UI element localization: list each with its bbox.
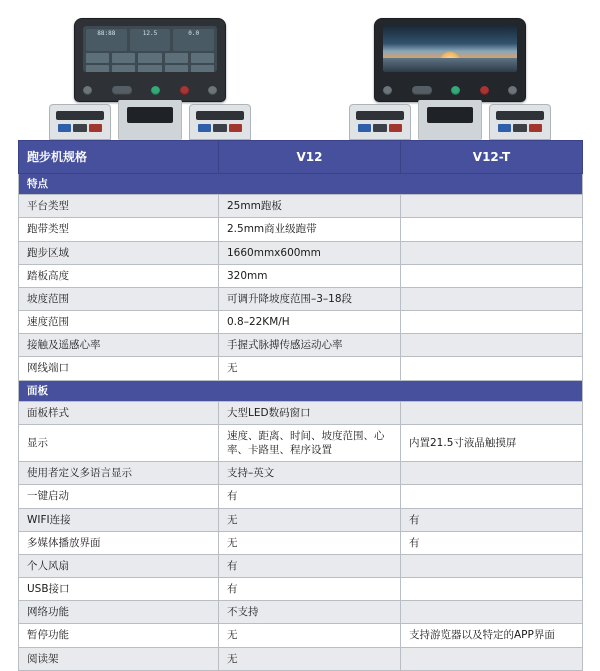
product-image-v12 [35, 0, 265, 140]
table-row [19, 601, 583, 624]
speaker-grill-icon [127, 107, 173, 123]
row-label: 网线端口 [19, 357, 219, 380]
control-pad-icon[interactable] [112, 86, 132, 95]
console-controls-v12t [383, 86, 517, 95]
table-row [19, 424, 583, 461]
key-icon[interactable] [373, 124, 386, 132]
table-row [19, 462, 583, 485]
incline-key-icon[interactable] [498, 124, 511, 132]
stop-key-icon[interactable] [229, 124, 242, 132]
row-value-v12t [401, 601, 583, 624]
control-knob-icon[interactable] [83, 86, 92, 95]
row-value-v12t [401, 485, 583, 508]
table-row [19, 485, 583, 508]
table-row [19, 287, 583, 310]
console-v12 [74, 18, 226, 102]
row-value-v12t [401, 218, 583, 241]
row-value-v12: 320mm [219, 264, 401, 287]
key-icon[interactable] [513, 124, 526, 132]
right-handlebar [489, 104, 551, 140]
row-value-v12t [401, 357, 583, 380]
start-button-icon[interactable] [451, 86, 460, 95]
table-row [19, 334, 583, 357]
row-value-v12: 0.8–22KM/H [219, 311, 401, 334]
stop-key-icon[interactable] [529, 124, 542, 132]
spec-table [18, 140, 583, 671]
row-label: 平台类型 [19, 195, 219, 218]
row-label: 使用者定义多语言显示 [19, 462, 219, 485]
row-value-v12t [401, 195, 583, 218]
power-icon[interactable] [383, 86, 392, 95]
row-value-v12: 无 [219, 647, 401, 670]
row-label: 跑带类型 [19, 218, 219, 241]
heart-rate-grip-icon [356, 111, 404, 120]
console-controls-v12 [83, 86, 217, 95]
table-row [19, 578, 583, 601]
row-value-v12t [401, 311, 583, 334]
left-handlebar [349, 104, 411, 140]
row-label: 个人风扇 [19, 554, 219, 577]
row-value-v12t [401, 578, 583, 601]
row-value-v12t [401, 241, 583, 264]
row-label: 接触及遥感心率 [19, 334, 219, 357]
row-value-v12t [401, 462, 583, 485]
row-value-v12: 有 [219, 578, 401, 601]
row-value-v12: 不支持 [219, 601, 401, 624]
speed-key-icon[interactable] [58, 124, 71, 132]
row-value-v12: 1660mmx600mm [219, 241, 401, 264]
header-spec-label: 跑步机规格 [19, 141, 219, 174]
heart-rate-grip-icon [56, 111, 104, 120]
table-row [19, 357, 583, 380]
spec-table-wrapper [0, 140, 600, 671]
row-label: 一键启动 [19, 485, 219, 508]
row-value-v12t [401, 264, 583, 287]
product-image-v12t [335, 0, 565, 140]
row-value-v12t: 支持游览器以及特定的APP界面 [401, 624, 583, 647]
product-photo-band [0, 0, 600, 140]
row-value-v12: 有 [219, 554, 401, 577]
row-value-v12: 大型LED数码窗口 [219, 401, 401, 424]
row-value-v12: 有 [219, 485, 401, 508]
key-icon[interactable] [73, 124, 86, 132]
table-row [19, 624, 583, 647]
table-row [19, 195, 583, 218]
row-value-v12: 无 [219, 531, 401, 554]
lcd-touch-display [383, 26, 517, 72]
speed-key-icon[interactable] [358, 124, 371, 132]
led-display: 88:88 12.5 0.0 [83, 26, 217, 72]
row-label: 多媒体播放界面 [19, 531, 219, 554]
stop-button-icon[interactable] [480, 86, 489, 95]
row-label: 暂停功能 [19, 624, 219, 647]
table-header-row [19, 141, 583, 174]
console-neck [118, 100, 182, 140]
header-v12: V12 [219, 141, 401, 174]
table-row [19, 554, 583, 577]
right-handlebar [189, 104, 251, 140]
table-body [19, 174, 583, 671]
row-label: WIFI连接 [19, 508, 219, 531]
row-value-v12t [401, 287, 583, 310]
table-row [19, 508, 583, 531]
row-value-v12t: 有 [401, 531, 583, 554]
section-header-panel [19, 380, 583, 401]
row-value-v12t: 内置21.5寸液晶触摸屏 [401, 424, 583, 461]
table-row [19, 311, 583, 334]
speaker-grill-icon [427, 107, 473, 123]
row-label: USB接口 [19, 578, 219, 601]
row-label: 坡度范围 [19, 287, 219, 310]
row-value-v12: 无 [219, 624, 401, 647]
console-v12t [374, 18, 526, 102]
track-graphic-icon [383, 58, 517, 72]
heart-rate-grip-icon [496, 111, 544, 120]
heart-rate-grip-icon [196, 111, 244, 120]
handlebar-assembly-v12 [45, 98, 255, 140]
row-value-v12: 支持–英文 [219, 462, 401, 485]
table-row [19, 531, 583, 554]
section-title: 面板 [19, 380, 583, 401]
row-label: 面板样式 [19, 401, 219, 424]
row-value-v12t [401, 647, 583, 670]
stop-key-icon[interactable] [89, 124, 102, 132]
row-value-v12: 无 [219, 357, 401, 380]
row-label: 踏板高度 [19, 264, 219, 287]
control-pad-icon[interactable] [412, 86, 432, 95]
volume-icon[interactable] [508, 86, 517, 95]
row-label: 速度范围 [19, 311, 219, 334]
row-value-v12t [401, 401, 583, 424]
row-label: 显示 [19, 424, 219, 461]
row-value-v12: 无 [219, 508, 401, 531]
row-value-v12t [401, 554, 583, 577]
row-value-v12: 25mm跑板 [219, 195, 401, 218]
row-label: 网络功能 [19, 601, 219, 624]
key-icon[interactable] [213, 124, 226, 132]
table-row [19, 401, 583, 424]
row-value-v12t: 有 [401, 508, 583, 531]
incline-key-icon[interactable] [198, 124, 211, 132]
handlebar-assembly-v12t [345, 98, 555, 140]
table-row [19, 647, 583, 670]
row-label: 阅读架 [19, 647, 219, 670]
table-row [19, 264, 583, 287]
stop-button-icon[interactable] [180, 86, 189, 95]
section-header-features [19, 174, 583, 195]
stop-key-icon[interactable] [389, 124, 402, 132]
left-handlebar [49, 104, 111, 140]
row-value-v12: 2.5mm商业级跑带 [219, 218, 401, 241]
section-title: 特点 [19, 174, 583, 195]
row-value-v12t [401, 334, 583, 357]
row-value-v12: 速度、距离、时间、坡度范围、心率、卡路里、程序设置 [219, 424, 401, 461]
control-knob-icon[interactable] [208, 86, 217, 95]
row-label: 跑步区域 [19, 241, 219, 264]
console-neck [418, 100, 482, 140]
row-value-v12: 可调升降坡度范围–3–18段 [219, 287, 401, 310]
row-value-v12: 手握式脉搏传感运动心率 [219, 334, 401, 357]
header-v12t: V12-T [401, 141, 583, 174]
table-row [19, 218, 583, 241]
table-row [19, 241, 583, 264]
start-button-icon[interactable] [151, 86, 160, 95]
